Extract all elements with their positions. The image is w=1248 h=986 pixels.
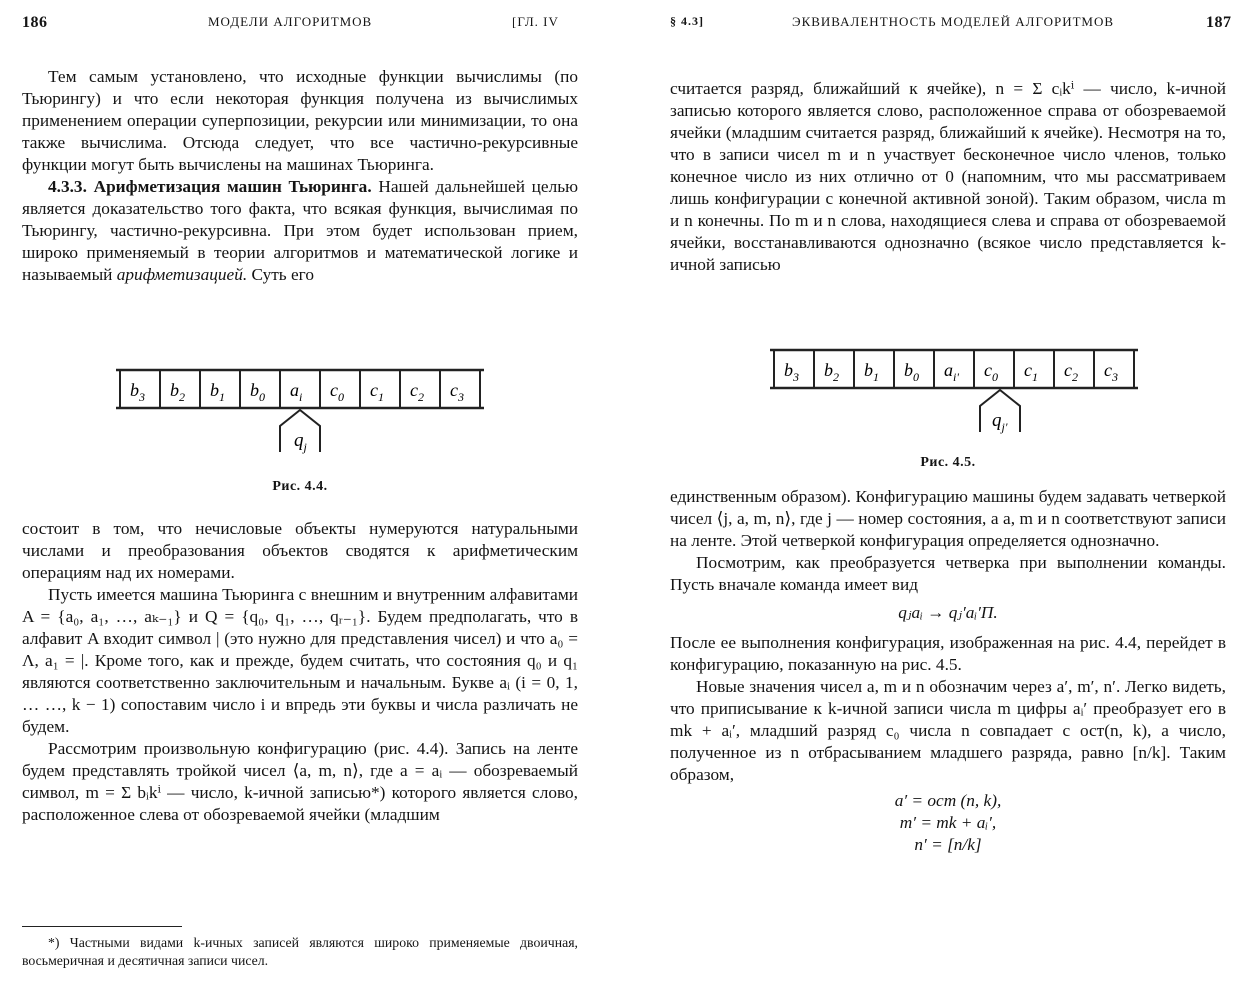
paragraph: Новые значения чисел a, m и n обозначим через a′, m′, n′. Легко видеть, что приписывание к k-ичной записи числа m цифры aᵢ′ преобразует его в mk + aᵢ′, младший разряд c₀ числа n совпадает с ост(n, k), а число, полученное из n отбрасыванием младшего разряда, равно [n/k]. Таким образом,	[670, 677, 1226, 784]
paragraph: состоит в том, что нечисловые объекты нумеруются натуральными числами и преобразования объектов сводятся к арифметическим операциям над их номерами.	[22, 519, 578, 582]
tape-cell-symbol: $c_0$	[984, 360, 998, 384]
tape-cell-symbol: $b_3$	[130, 380, 145, 404]
figure-tape-4-5	[766, 340, 1146, 440]
equation: n′ = [n/k]	[914, 835, 982, 854]
tape-cell-symbol: $a_i$	[290, 380, 303, 404]
footnote-rule	[22, 926, 182, 927]
page-number: 186	[22, 14, 48, 31]
tape-cell-symbol: $b_1$	[210, 380, 225, 404]
tape-cell-symbol: $c_2$	[1064, 360, 1078, 384]
paragraph: Пусть имеется машина Тьюринга с внешним и внутренним алфавитами A = {a₀, a₁, …, aₖ₋₁} и Q = {q₀, q₁, …, qᵣ₋₁}. Будем предполагать, что в алфавит A входит символ | (это нужно для представления чисел) и что a₀ = Λ, a₁ = |. Кроме того, как и прежде, будем считать, что состояния q₀ и q₁ являются соответственно заключительным и начальным. Букве aᵢ (i = 0, 1, … …, k − 1) сопоставим число i и впредь эти буквы и числа различать не будем.	[22, 585, 578, 736]
tape-cell-symbol: $c_3$	[450, 380, 464, 404]
tape-cell-symbol: $c_2$	[410, 380, 424, 404]
right-page	[648, 0, 1248, 986]
tape-cell-symbol: $c_1$	[1024, 360, 1038, 384]
section-title: 4.3.3. Арифметизация машин Тьюринга.	[48, 177, 372, 196]
paragraph: После ее выполнения конфигурация, изображенная на рис. 4.4, перейдет в конфигурацию, показанную на рис. 4.5.	[670, 633, 1226, 674]
paragraph: 4.3.3. Арифметизация машин Тьюринга. Нашей дальнейшей целью является доказательство того факта, что всякая функция, вычислимая по Тьюрингу, частично-рекурсивна. При этом будет использован прием, широко применяемый в теории алгоритмов и математической логике и называемый арифметизацией. Суть его	[22, 177, 578, 284]
head-state-label: $q_{j'}$	[992, 410, 1008, 434]
figure-caption-block	[670, 450, 1226, 474]
running-head: ЭКВИВАЛЕНТНОСТЬ МОДЕЛЕЙ АЛГОРИТМОВ	[792, 14, 1115, 29]
tape-cell-symbol: $c_0$	[330, 380, 344, 404]
section-label: § 4.3]	[670, 14, 704, 28]
tape-cell-symbol: $a_{i'}$	[944, 360, 959, 384]
equation: a′ = ост (n, k),	[894, 791, 1002, 810]
head-state-label: $q_j$	[294, 430, 307, 454]
tape-diagram	[766, 340, 1146, 440]
figure-caption-block	[22, 474, 578, 498]
tape-cell-symbol: $c_1$	[370, 380, 384, 404]
tape-cell-symbol: $c_3$	[1104, 360, 1118, 384]
page-header	[22, 14, 578, 36]
tape-cell-symbol: $b_3$	[784, 360, 799, 384]
tape-cell-symbol: $b_0$	[250, 380, 265, 404]
paragraph: Тем самым установлено, что исходные функции вычислимы (по Тьюрингу) и что если некоторая функция получена из вычислимых применением операции суперпозиции, рекурсии или минимизации, то она также вычислима. Отсюда следует, что все частично-рекурсивные функции могут быть вычислены на машинах Тьюринга.	[22, 67, 578, 174]
tape-cell-symbol: $b_2$	[170, 380, 185, 404]
paragraph: Рассмотрим произвольную конфигурацию (рис. 4.4). Запись на ленте будем представлять тройкой чисел ⟨a, m, n⟩, где a = aᵢ — обозреваемый символ, m = Σ bᵢkⁱ — число, k-ичной записью*) которого является слово, расположенное слева от обозреваемой ячейки (младшим	[22, 739, 578, 824]
text-block-bottom	[670, 486, 1226, 856]
footnote: *) Частными видами k-ичных записей являются широко применяемые двоичная, восьмеричная и десятичная записи чисел.	[22, 935, 578, 968]
text-block-top	[670, 78, 1226, 276]
equation: m′ = mk + aᵢ′,	[899, 813, 997, 832]
footnote-block	[22, 934, 578, 970]
tape-diagram	[112, 360, 492, 460]
tape-cell-symbol: $b_1$	[864, 360, 879, 384]
formula: qⱼaᵢ → qⱼ′aᵢ′П.	[898, 603, 998, 622]
figure-caption: Рис. 4.4.	[272, 479, 328, 494]
chapter-label: [ГЛ. IV	[512, 14, 559, 29]
page-header	[670, 14, 1232, 36]
tape-cell-symbol: $b_2$	[824, 360, 839, 384]
running-head: МОДЕЛИ АЛГОРИТМОВ	[208, 14, 373, 29]
text-block-top	[22, 66, 578, 286]
figure-caption: Рис. 4.5.	[920, 455, 976, 470]
paragraph: единственным образом). Конфигурацию машины будем задавать четверкой чисел ⟨j, a, m, n⟩, где j — номер состояния, а a, m и n соответствуют записи на ленте. Этой четверкой конфигурация определяется однозначно.	[670, 487, 1226, 550]
term: арифметизацией.	[116, 265, 248, 284]
paragraph: Посмотрим, как преобразуется четверка при выполнении команды. Пусть вначале команда имеет вид	[670, 553, 1226, 594]
figure-tape-4-4	[112, 360, 492, 460]
left-page	[0, 0, 600, 986]
page-number: 187	[1206, 14, 1232, 31]
paragraph: считается разряд, ближайший к ячейке), n = Σ cᵢkⁱ — число, k-ичной записью которого является слово, расположенное справа от обозреваемой ячейки (младшим считается разряд, ближайший к ячейке). Несмотря на то, что в записи чисел m и n участвует бесконечное число членов, только конечное число из них отлично от 0 (напомним, что мы рассматриваем лишь конфигурации с конечной активной зоной). Таким образом, числа m и n конечны. По m и n слова, находящиеся слева и справа от обозреваемой ячейки, восстанавливаются однозначно (всякое число представляется k-ичной записью	[670, 79, 1226, 274]
tape-cell-symbol: $b_0$	[904, 360, 919, 384]
text-block-bottom	[22, 518, 578, 826]
